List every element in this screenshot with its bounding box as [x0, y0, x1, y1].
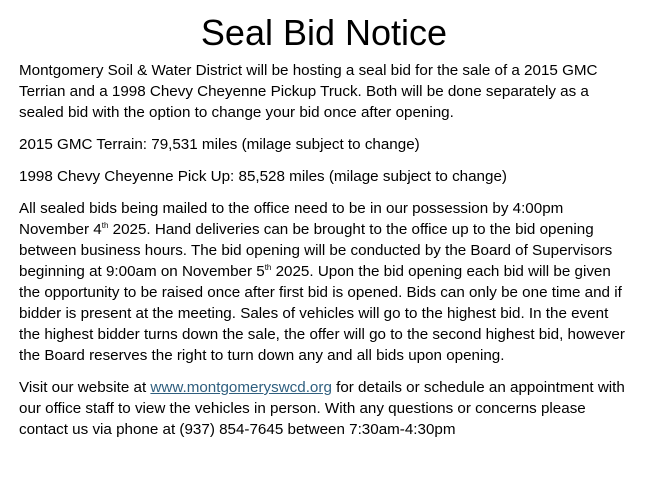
website-link[interactable]: www.montgomeryswcd.org	[150, 379, 332, 396]
chevy-cheyenne-line: 1998 Chevy Cheyenne Pick Up: 85,528 miles (milage subject to change)	[19, 168, 507, 185]
bid-details-text-3: 2025. Upon the bid opening each bid will be given the opportunity to be raised once after first bid is opened. Bids can only be one time and if bidder is present at the meeting. Sales of vehicles will go to the highest bid. In the event the highest bidder turns down the sale, the offer will go to the second highest bid, however the Board reserves the right to turn down any and all bids upon opening.	[19, 263, 625, 364]
page-title: Seal Bid Notice	[200, 12, 448, 53]
bid-details-paragraph	[19, 198, 629, 366]
bid-details-text-2: 2025. Hand deliveries can be brought to the office up to the bid opening between business hours. The bid opening will be conducted by the Board of Supervisors beginning at 9:00am on November 5	[19, 221, 613, 280]
gmc-terrain-line: 2015 GMC Terrain: 79,531 miles (milage subject to change)	[19, 136, 420, 153]
contact-prefix: Visit our website at	[19, 379, 151, 396]
intro-paragraph: Montgomery Soil & Water District will be hosting a seal bid for the sale of a 2015 GMC Terrian and a 1998 Chevy Cheyenne Pickup Truck. Both will be done separately as a sealed bid with the option to change your bid once after opening.	[19, 62, 598, 121]
bid-details-text-1: All sealed bids being mailed to the office need to be in our possession by 4:00pm November 4	[19, 200, 564, 238]
ordinal-suffix-1: th	[101, 221, 109, 230]
contact-suffix: for details or schedule an appointment with our office staff to view the vehicles in person. With any questions or concerns please contact us via phone at (937) 854-7645 between 7:30am-4:30pm	[19, 379, 625, 438]
contact-paragraph	[19, 377, 629, 440]
ordinal-suffix-2: th	[264, 263, 272, 272]
